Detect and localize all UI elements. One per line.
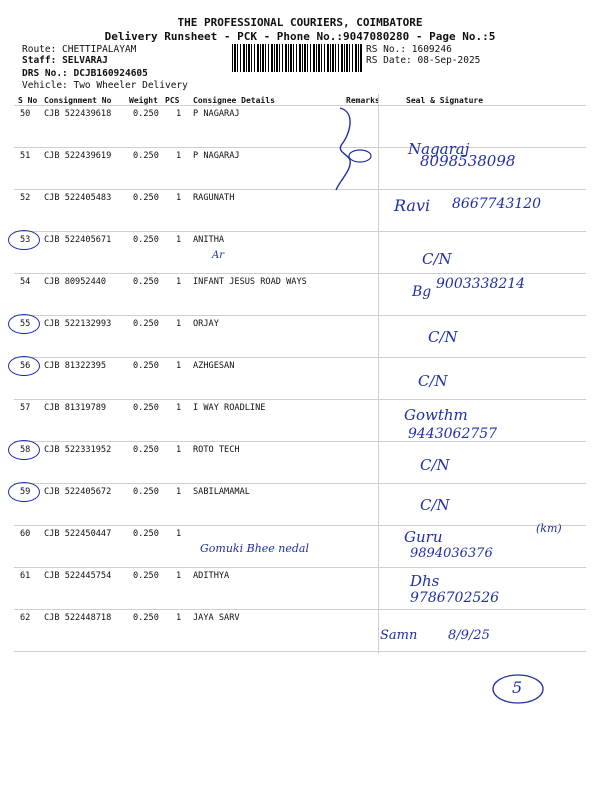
- runsheet-subtitle: Delivery Runsheet - PCK - Phone No.:9047080280 - Page No.:5: [104, 30, 496, 43]
- r53-cn-note: C/N: [422, 250, 452, 268]
- r62-signature: Samn: [380, 628, 418, 643]
- row-consignment: CJB 522331952: [44, 445, 112, 455]
- row-pcs: 1: [176, 613, 182, 623]
- sno-circle-mark: [8, 482, 40, 502]
- route-text: Route: CHETTIPALAYAM: [22, 44, 137, 55]
- r60-signature: Guru: [404, 528, 443, 546]
- row-consignee: P NAGARAJ: [193, 151, 240, 161]
- col-header-seal: Seal & Signature: [406, 96, 484, 105]
- r52-phone: 8667743120: [452, 196, 542, 212]
- row-weight: 0.250: [133, 361, 159, 371]
- r61-phone: 9786702526: [410, 590, 500, 606]
- row-consignment: CJB 522439619: [44, 151, 112, 161]
- row-pcs: 1: [176, 193, 182, 203]
- row-pcs: 1: [176, 235, 182, 245]
- row-divider: [14, 357, 586, 358]
- row-divider: [14, 525, 586, 526]
- staff-line: [22, 55, 108, 66]
- row-divider: [14, 651, 586, 652]
- r60-tag: (km): [536, 522, 562, 535]
- sno-circle-mark: [8, 356, 40, 376]
- row-consignment: CJB 522405483: [44, 193, 112, 203]
- row-divider: [14, 273, 586, 274]
- r60-phone: 9894036376: [410, 546, 493, 561]
- row-consignment: CJB 522132993: [44, 319, 112, 329]
- col-header-weight: Weight: [129, 96, 158, 105]
- drs-label: DRS No.:: [22, 68, 68, 79]
- row-divider: [14, 189, 586, 190]
- row-sno: 51: [20, 151, 31, 161]
- row-consignee: SABILAMAMAL: [193, 487, 250, 497]
- row-sno: 56: [20, 361, 31, 371]
- r62-date: 8/9/25: [448, 628, 490, 643]
- row-consignment: CJB 522405672: [44, 487, 112, 497]
- row-consignment: CJB 522445754: [44, 571, 112, 581]
- row-consignee: ANITHA: [193, 235, 225, 245]
- vehicle-text: Vehicle: Two Wheeler Delivery: [22, 80, 188, 91]
- row-consignee: ROTO TECH: [193, 445, 240, 455]
- row-divider: [14, 399, 586, 400]
- row-sno: 53: [20, 235, 31, 245]
- r51-phone: 8098538098: [420, 152, 516, 170]
- row-weight: 0.250: [133, 109, 159, 119]
- col-header-remarks: Remarks: [346, 96, 380, 105]
- row-sno: 59: [20, 487, 31, 497]
- row-weight: 0.250: [133, 319, 159, 329]
- row-sno: 62: [20, 613, 31, 623]
- row-sno: 50: [20, 109, 31, 119]
- row-divider: [14, 231, 586, 232]
- row-weight: 0.250: [133, 277, 159, 287]
- row-consignment: CJB 522450447: [44, 529, 112, 539]
- barcode: [232, 44, 362, 72]
- company-title: THE PROFESSIONAL COURIERS, COIMBATORE: [177, 16, 423, 29]
- row-divider: [14, 315, 586, 316]
- row-weight: 0.250: [133, 403, 159, 413]
- r52-signature: Ravi: [394, 196, 431, 215]
- r56-cn-note: C/N: [418, 372, 448, 390]
- row-weight: 0.250: [133, 193, 159, 203]
- sno-circle-mark: [8, 440, 40, 460]
- staff-label: Staff:: [22, 55, 57, 66]
- row-consignment: CJB 80952440: [44, 277, 107, 287]
- row-pcs: 1: [176, 403, 182, 413]
- row-pcs: 1: [176, 487, 182, 497]
- r51-signature: Nagaraj: [408, 140, 470, 158]
- r58-cn-note: C/N: [420, 456, 450, 474]
- row-consignment: CJB 522448718: [44, 613, 112, 623]
- row-sno: 55: [20, 319, 31, 329]
- row-consignee: RAGUNATH: [193, 193, 235, 203]
- row-consignee: ADITHYA: [193, 571, 230, 581]
- col-header-pcs: PCS: [165, 96, 180, 105]
- row-divider: [14, 147, 586, 148]
- row-sno: 58: [20, 445, 31, 455]
- row-weight: 0.250: [133, 613, 159, 623]
- sno-circle-mark: [8, 230, 40, 250]
- r60-consignee-handwritten: Gomuki Bhee nedal: [200, 542, 310, 555]
- row-pcs: 1: [176, 277, 182, 287]
- row-pcs: 1: [176, 529, 182, 539]
- row-divider: [14, 609, 586, 610]
- row-consignee: ORJAY: [193, 319, 219, 329]
- r53-small-note: Ar: [212, 250, 225, 261]
- r57-signature: Gowthm: [404, 406, 468, 424]
- row-consignment: CJB 81322395: [44, 361, 107, 371]
- drs-line: [22, 68, 148, 79]
- row-sno: 52: [20, 193, 31, 203]
- row-weight: 0.250: [133, 151, 159, 161]
- row-sno: 61: [20, 571, 31, 581]
- row-consignee: INFANT JESUS ROAD WAYS: [193, 277, 307, 287]
- row-divider: [14, 441, 586, 442]
- col-header-sno: S No: [18, 96, 38, 105]
- r61-signature: Dhs: [410, 572, 440, 590]
- row-pcs: 1: [176, 109, 182, 119]
- r54-signature: Bg: [412, 284, 432, 300]
- row-weight: 0.250: [133, 445, 159, 455]
- row-sno: 57: [20, 403, 31, 413]
- row-consignment: CJB 522405671: [44, 235, 112, 245]
- row-weight: 0.250: [133, 529, 159, 539]
- r57-phone: 9443062757: [408, 426, 498, 442]
- header-divider: [14, 105, 586, 106]
- r54-phone: 9003338214: [436, 276, 526, 292]
- sno-circle-mark: [8, 314, 40, 334]
- rs-number: RS No.: 1609246: [366, 44, 452, 55]
- row-weight: 0.250: [133, 487, 159, 497]
- bracket-scribble: [326, 104, 386, 196]
- row-sno: 54: [20, 277, 31, 287]
- row-sno: 60: [20, 529, 31, 539]
- row-consignment: CJB 522439618: [44, 109, 112, 119]
- row-consignee: JAYA SARV: [193, 613, 240, 623]
- drs-number: DCJB160924605: [73, 68, 148, 79]
- rs-date: RS Date: 08-Sep-2025: [366, 55, 481, 66]
- row-pcs: 1: [176, 151, 182, 161]
- r59-cn-note: C/N: [420, 496, 450, 514]
- row-divider: [14, 567, 586, 568]
- row-pcs: 1: [176, 361, 182, 371]
- staff-name: SELVARAJ: [62, 55, 108, 66]
- row-consignee: P NAGARAJ: [193, 109, 240, 119]
- row-divider: [14, 483, 586, 484]
- row-pcs: 1: [176, 571, 182, 581]
- col-header-consignee: Consignee Details: [193, 96, 275, 105]
- row-consignee: I WAY ROADLINE: [193, 403, 266, 413]
- row-consignment: CJB 81319789: [44, 403, 107, 413]
- row-consignee: AZHGESAN: [193, 361, 235, 371]
- row-pcs: 1: [176, 445, 182, 455]
- row-weight: 0.250: [133, 235, 159, 245]
- col-header-consignment: Consignment No: [44, 96, 112, 105]
- r55-cn-note: C/N: [428, 328, 458, 346]
- row-weight: 0.250: [133, 571, 159, 581]
- row-pcs: 1: [176, 319, 182, 329]
- page-mark-number: 5: [512, 678, 523, 697]
